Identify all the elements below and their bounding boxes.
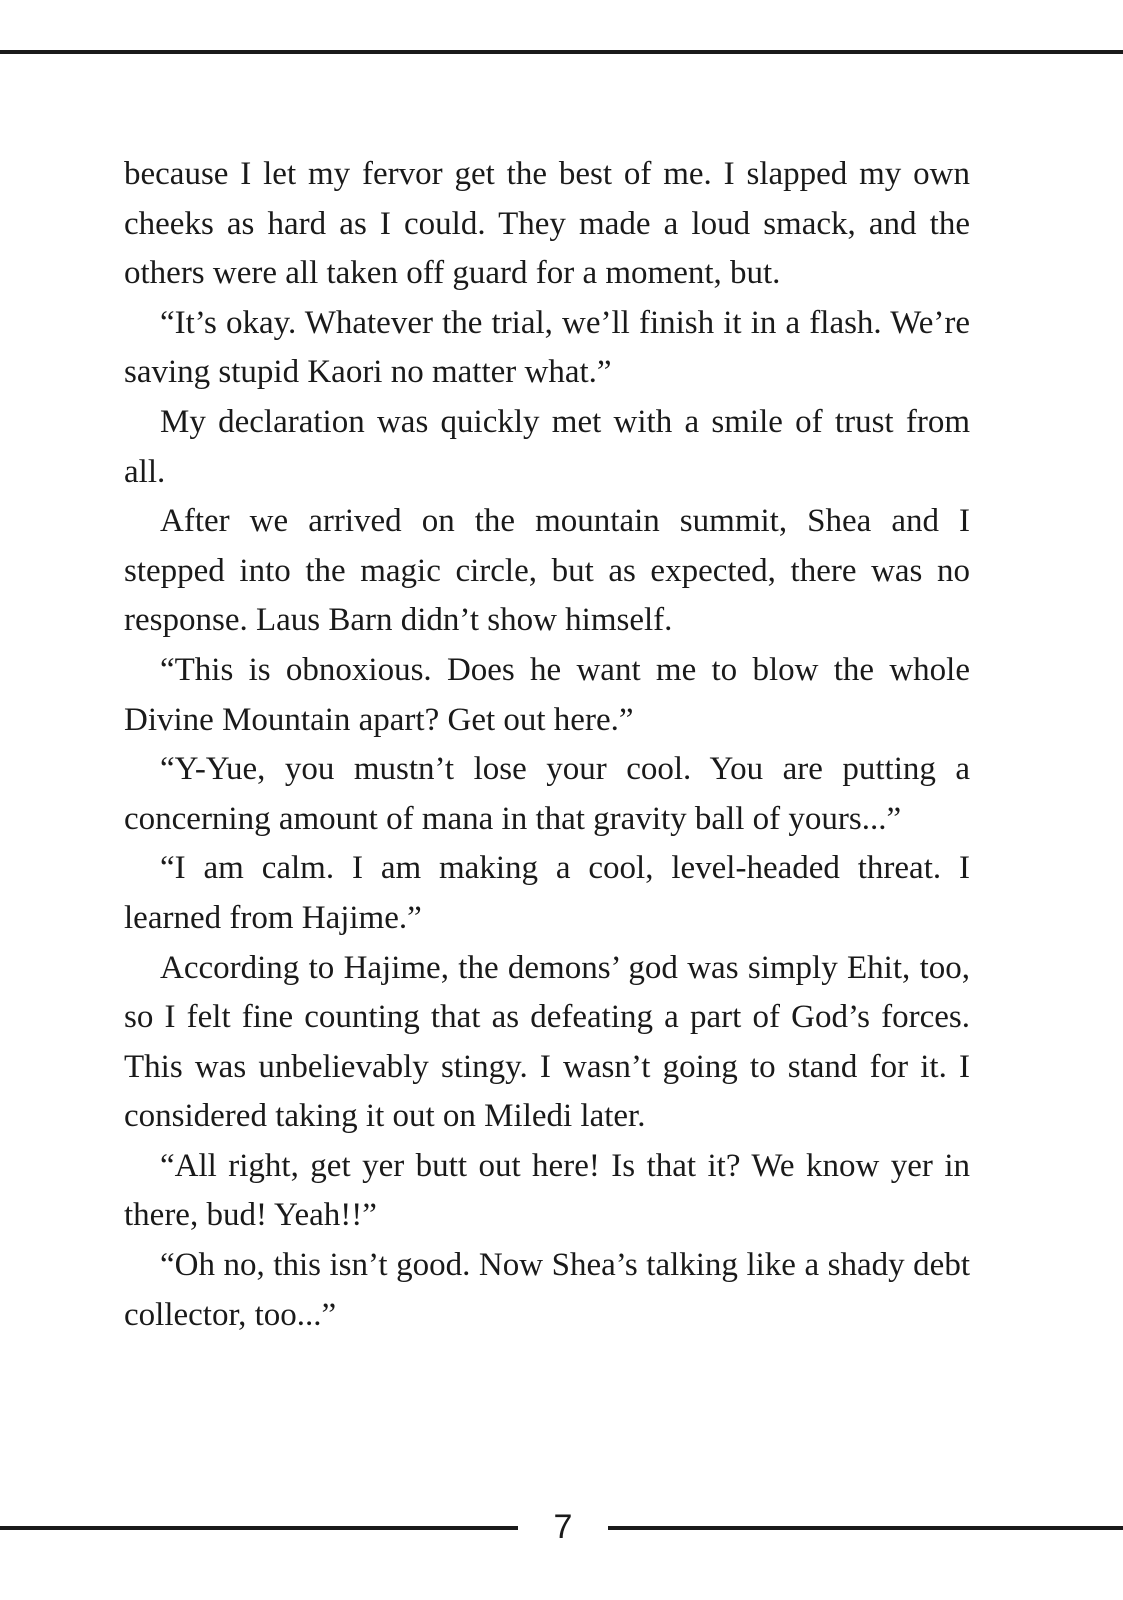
page-number: 7 — [553, 1508, 573, 1546]
footer-rule-right — [608, 1526, 1123, 1530]
paragraph: “All right, get yer butt out here! Is that it? We know yer in there, bud! Yeah!!” — [124, 1147, 970, 1234]
paragraph: because I let my fervor get the best of me. I slapped my own cheeks as hard as I could. They made a loud smack, and the others were all taken off guard for a moment, but. — [124, 156, 970, 292]
page-footer — [0, 1506, 1123, 1546]
paragraph: According to Hajime, the demons’ god was simply Ehit, too, so I felt fine counting that as defeating a part of God’s forces. This was unbelievably stingy. I wasn’t going to stand for it. I considered taking it out on Miledi later. — [124, 949, 970, 1135]
paragraph: After we arrived on the mountain summit, Shea and I stepped into the magic circle, but as expected, there was no response. Laus Barn didn’t show himself. — [124, 503, 970, 639]
footer-rule-left — [0, 1526, 518, 1530]
top-rule — [0, 50, 1123, 54]
paragraph: “Oh no, this isn’t good. Now Shea’s talking like a shady debt collector, too...” — [124, 1247, 970, 1333]
paragraph: “It’s okay. Whatever the trial, we’ll finish it in a flash. We’re saving stupid Kaori no matter what.” — [124, 304, 970, 391]
paragraph: “This is obnoxious. Does he want me to blow the whole Divine Mountain apart? Get out here.” — [124, 651, 970, 738]
paragraph: “I am calm. I am making a cool, level-headed threat. I learned from Hajime.” — [124, 850, 970, 936]
paragraph: My declaration was quickly met with a smile of trust from all. — [124, 403, 970, 490]
body-text — [124, 150, 970, 1340]
paragraph: “Y-Yue, you mustn’t lose your cool. You are putting a concerning amount of mana in that gravity ball of yours...” — [124, 751, 970, 837]
